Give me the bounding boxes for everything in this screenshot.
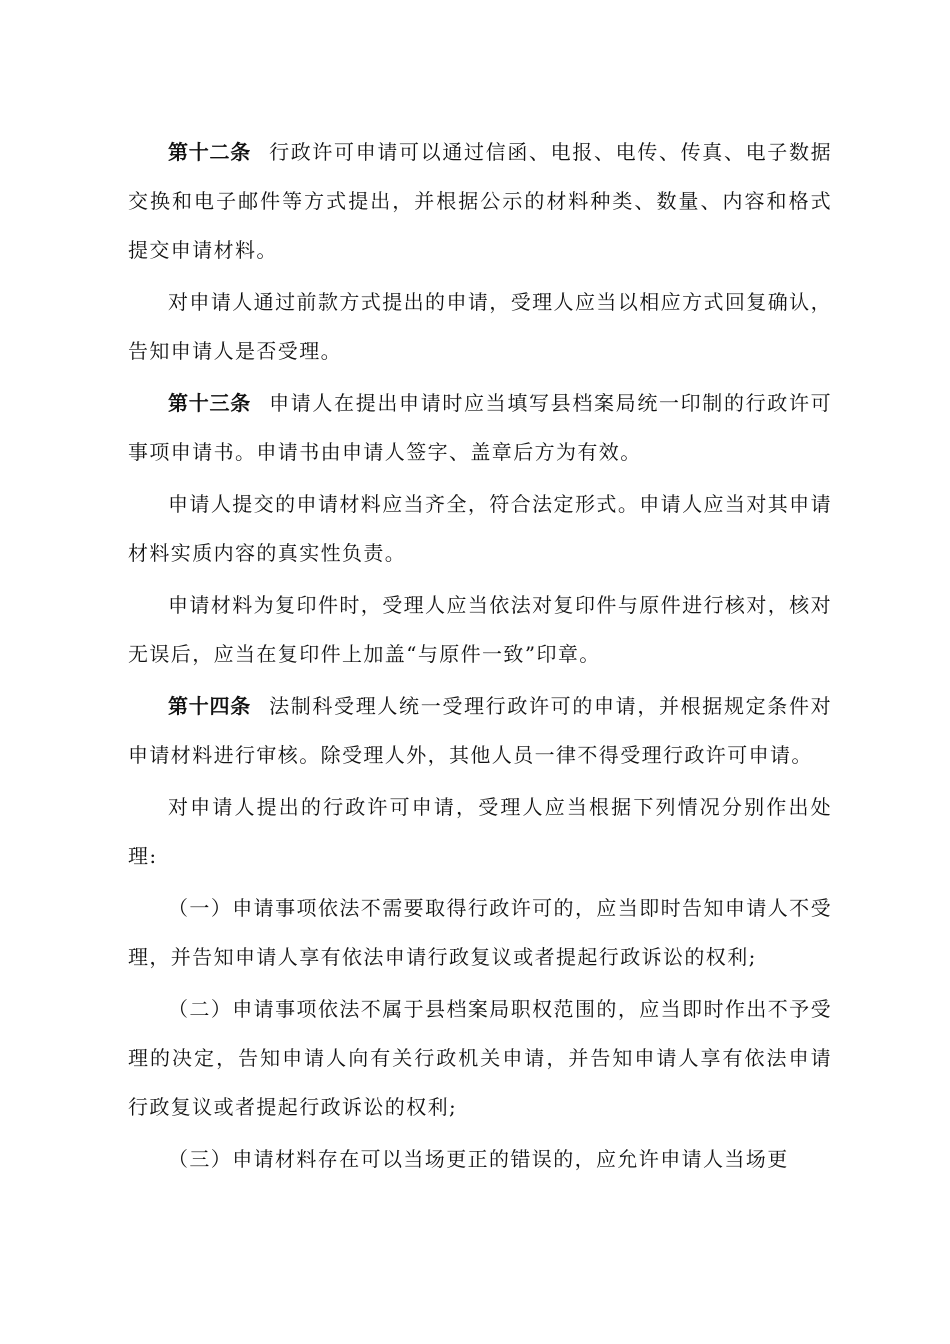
paragraph	[128, 783, 832, 881]
paragraph	[128, 278, 832, 376]
document-body	[128, 128, 832, 1184]
article-number: 第十二条	[168, 140, 252, 164]
paragraph-article-13	[128, 379, 832, 477]
paragraph-text: 行政许可申请可以通过信函、电报、电传、传真、电子数据交换和电子邮件等方式提出，并根据公示的材料种类、数量、内容和格式提交申请材料。	[128, 140, 833, 262]
paragraph-text: 对申请人通过前款方式提出的申请，受理人应当以相应方式回复确认，告知申请人是否受理。	[128, 290, 832, 363]
paragraph-text: 申请材料为复印件时，受理人应当依法对复印件与原件进行核对，核对无误后，应当在复印件上加盖“与原件一致”印章。	[128, 593, 832, 666]
paragraph-text: 申请人提交的申请材料应当齐全，符合法定形式。申请人应当对其申请材料实质内容的真实性负责。	[128, 492, 832, 565]
paragraph	[128, 581, 832, 679]
paragraph	[128, 480, 832, 578]
paragraph-text: （三）申请材料存在可以当场更正的错误的，应允许申请人当场更	[168, 1147, 789, 1171]
paragraph-text: 申请人在提出申请时应当填写县档案局统一印制的行政许可事项申请书。申请书由申请人签字、盖章后方为有效。	[128, 391, 833, 464]
paragraph-text: （二）申请事项依法不属于县档案局职权范围的，应当即时作出不予受理的决定，告知申请人向有关行政机关申请，并告知申请人享有依法申请行政复议或者提起行政诉讼的权利;	[128, 997, 832, 1119]
paragraph-article-14	[128, 682, 832, 780]
list-item	[128, 884, 832, 982]
paragraph-text: 法制科受理人统一受理行政许可的申请，并根据规定条件对申请材料进行审核。除受理人外，其他人员一律不得受理行政许可申请。	[128, 694, 833, 767]
article-number: 第十三条	[168, 391, 252, 415]
article-number: 第十四条	[168, 694, 252, 718]
list-item	[128, 985, 832, 1132]
list-item	[128, 1135, 832, 1184]
paragraph-text: （一）申请事项依法不需要取得行政许可的，应当即时告知申请人不受理，并告知申请人享有依法申请行政复议或者提起行政诉讼的权利;	[128, 896, 832, 969]
paragraph-article-12	[128, 128, 832, 275]
paragraph-text: 对申请人提出的行政许可申请，受理人应当根据下列情况分别作出处理:	[128, 795, 832, 868]
